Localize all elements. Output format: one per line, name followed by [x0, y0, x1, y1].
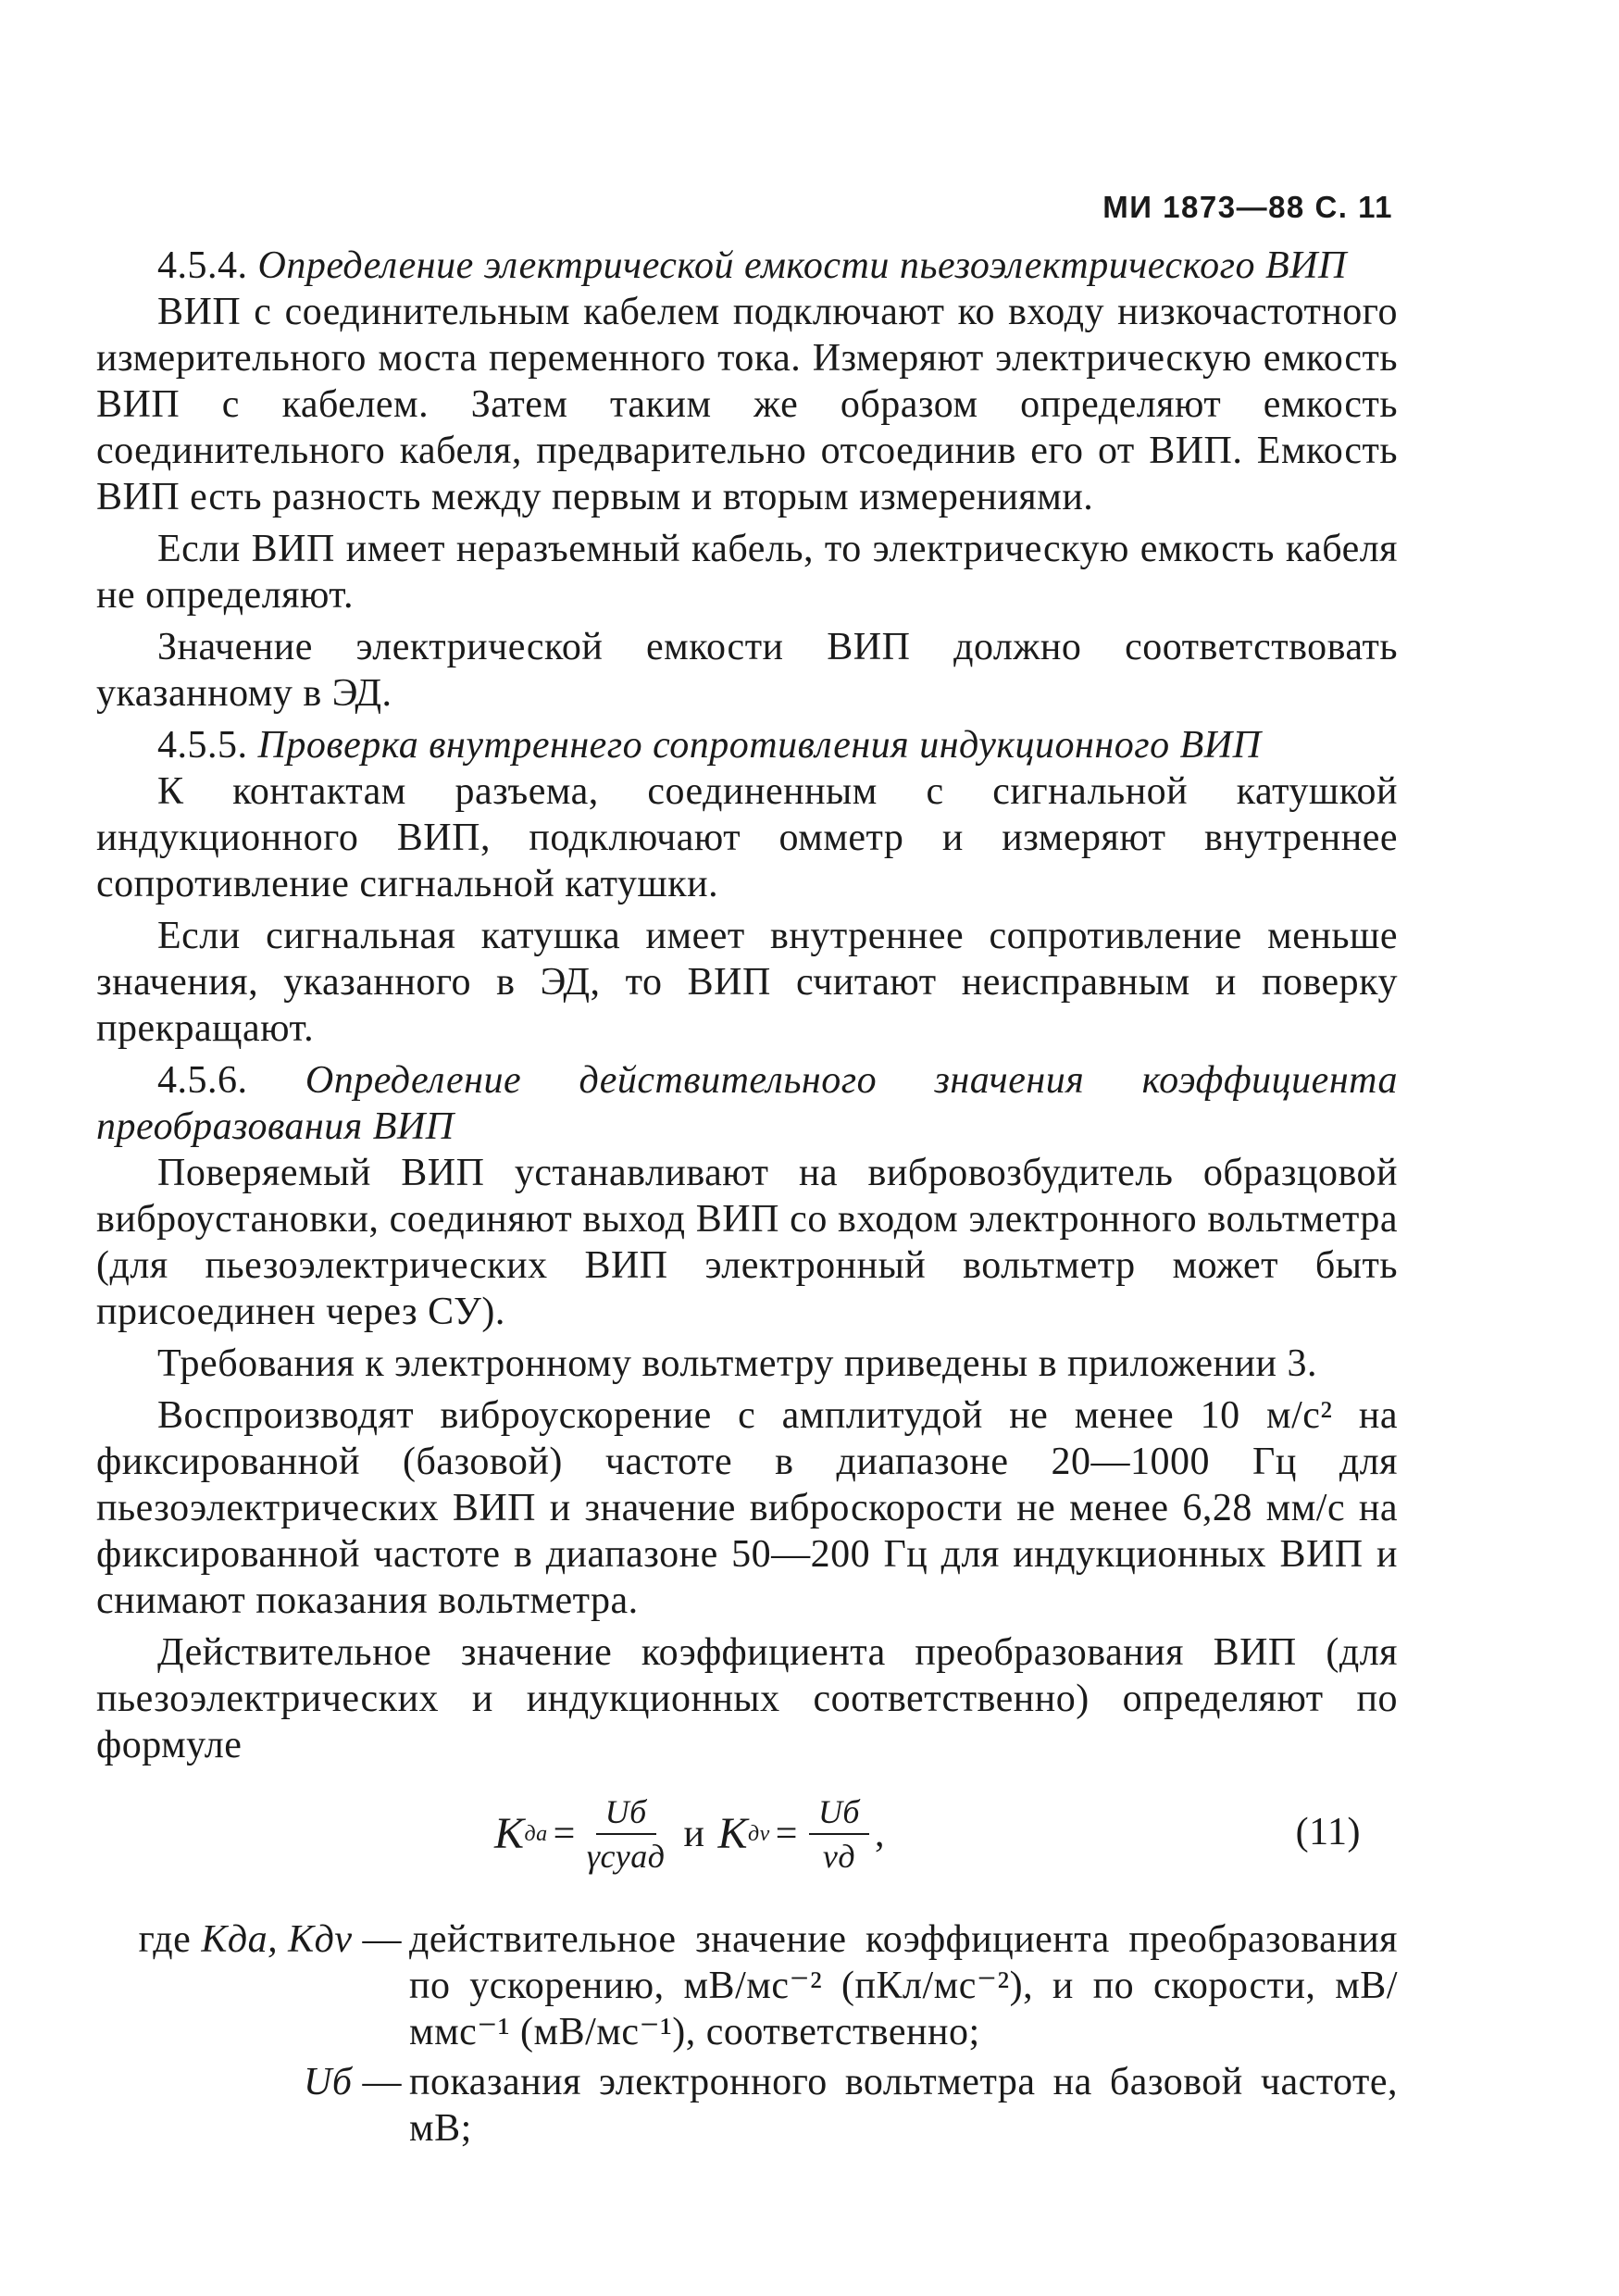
document-body — [96, 243, 1398, 2155]
fraction-velocity — [809, 1791, 869, 1878]
equals-sign: = — [775, 1813, 798, 1855]
paragraph: Значение электрической емкости ВИП должно соответствовать указанному в ЭД. — [96, 626, 1398, 715]
coefficient-symbol: K — [717, 1809, 748, 1858]
definition-item — [96, 1916, 1398, 2055]
definition-description: показания электронного вольтметра на базовой частоте, мВ; — [409, 2061, 1398, 2150]
coefficient-subscript: да — [524, 1822, 548, 1846]
definition-prefix: где — [138, 1918, 202, 1961]
definition-term — [96, 2059, 402, 2152]
paragraph: Действительное значение коэффициента преобразования ВИП (для пьезоэлектрических и индукционных соответственно) определяют по формуле — [96, 1631, 1398, 1766]
paragraph: Поверяемый ВИП устанавливают на вибровозбудитель образцовой виброустановки, соединяют выход ВИП со входом электронного вольтметра (для пьезоэлектрических ВИП электронный вольтметр может быть присоединен через СУ). — [96, 1152, 1398, 1333]
definition-dash: — — [352, 1918, 402, 1961]
formula-expression — [494, 1791, 885, 1878]
fraction-denominator: vд — [822, 1838, 856, 1875]
fraction-numerator: Uб — [596, 1791, 656, 1835]
section-number: 4.5.4. — [157, 244, 248, 287]
section-4-5-5 — [96, 722, 1398, 1052]
paragraph: ВИП с соединительным кабелем подключают ко входу низкочастотного измерительного моста переменного тока. Измеряют электрическую емкость ВИП с кабелем. Затем таким же образом определяют емкость соединительного кабеля, предварительно отсоединив его от ВИП. Емкость ВИП есть разность между первым и вторым измерениями. — [96, 291, 1398, 518]
section-4-5-4 — [96, 243, 1398, 717]
section-number: 4.5.6. — [157, 1059, 248, 1102]
definition-description: действительное значение коэффициента преобразования по ускорению, мВ/мс⁻² (пКл/мс⁻²), и по скорости, мВ/ммс⁻¹ (мВ/мс⁻¹), соответственно; — [409, 1918, 1398, 2053]
definition-dash: — — [352, 2061, 402, 2103]
formula-number: (11) — [1295, 1811, 1361, 1853]
paragraph: Требования к электронному вольтметру приведены в приложении 3. — [157, 1342, 1317, 1385]
section-title: Проверка внутреннего сопротивления индукционного ВИП — [257, 724, 1262, 767]
section-heading — [96, 722, 1398, 768]
conjunction: и — [683, 1813, 705, 1855]
section-4-5-6 — [96, 1057, 1398, 1768]
section-number: 4.5.5. — [157, 724, 248, 767]
definitions-list — [96, 1916, 1398, 2152]
fraction-acceleration — [587, 1791, 666, 1878]
formula-11 — [96, 1778, 1398, 1889]
equals-sign: = — [553, 1813, 576, 1855]
fraction-denominator: γсуaд — [586, 1838, 666, 1875]
definition-item — [96, 2059, 1398, 2152]
section-title: Определение действительного значения коэффициента преобразования ВИП — [96, 1059, 1398, 1148]
paragraph: Если сигнальная катушка имеет внутреннее сопротивление меньше значения, указанного в ЭД, то ВИП считают неисправным и поверку прекращают. — [96, 915, 1398, 1050]
coefficient-subscript: дv — [747, 1822, 770, 1846]
paragraph: Воспроизводят виброускорение с амплитудой не менее 10 м/с² на фиксированной (базовой) частоте в диапазоне 20—1000 Гц для пьезоэлектрических ВИП и значение виброскорости не менее 6,28 мм/с на фиксированной частоте в диапазоне 50—200 Гц для индукционных ВИП и снимают показания вольтметра. — [96, 1394, 1398, 1622]
definition-symbol: Kда, Kдv — [201, 1918, 353, 1961]
coefficient-symbol: K — [494, 1809, 525, 1858]
section-heading — [96, 243, 1398, 289]
definition-symbol: Uб — [304, 2061, 353, 2103]
page-header: МИ 1873—88 С. 11 — [1102, 190, 1393, 224]
definition-term — [96, 1916, 402, 2055]
formula-comma: , — [875, 1813, 886, 1855]
fraction-numerator: Uб — [809, 1791, 869, 1835]
section-title: Определение электрической емкости пьезоэлектрического ВИП — [257, 244, 1347, 287]
paragraph: К контактам разъема, соединенным с сигнальной катушкой индукционного ВИП, подключают омметр и измеряют внутреннее сопротивление сигнальной катушки. — [96, 770, 1398, 905]
section-heading — [96, 1057, 1398, 1150]
paragraph: Если ВИП имеет неразъемный кабель, то электрическую емкость кабеля не определяют. — [96, 528, 1398, 617]
